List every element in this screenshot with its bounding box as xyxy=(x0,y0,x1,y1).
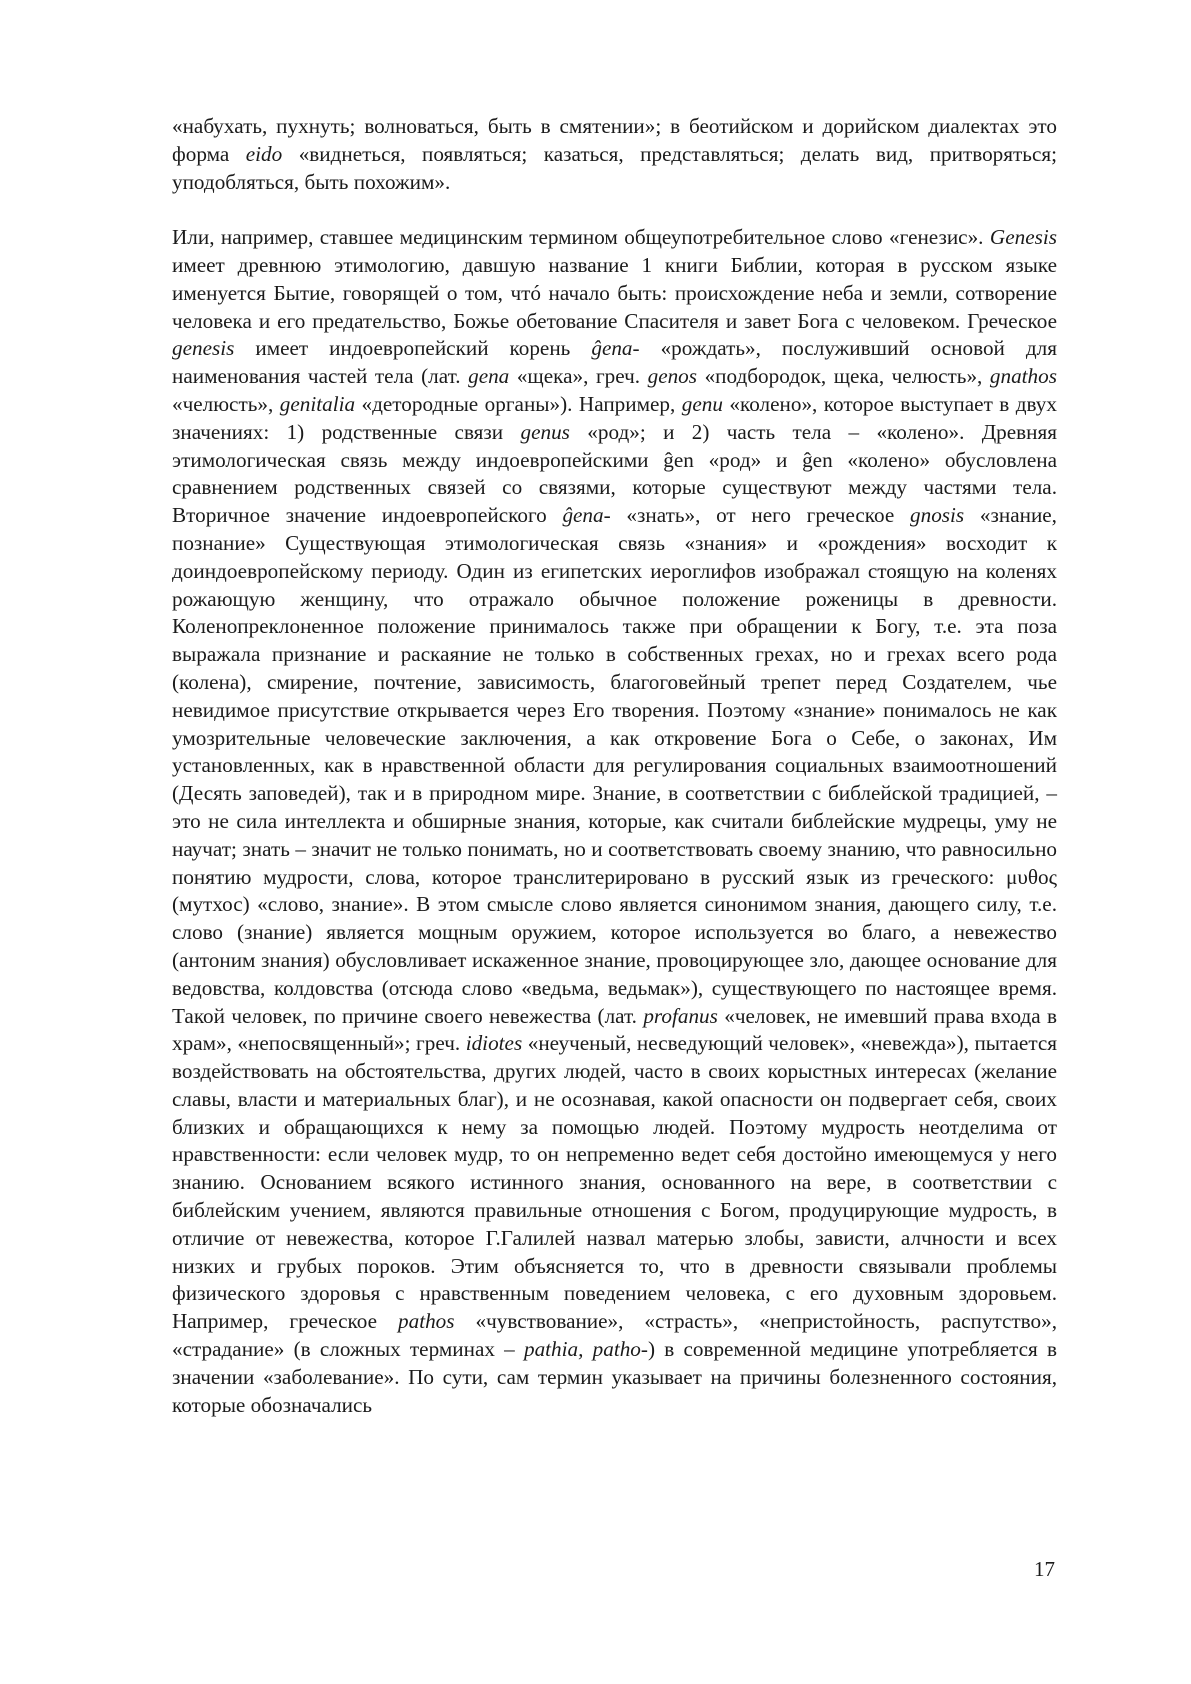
text-run: имеет древнюю этимологию, давшую название 1 книги Библии, которая в русском языке именуется Бытие, говорящей о том, чтó начало быть: происхождение неба и земли, сотворение человека и его предательство, Божье обетование Спасителя и завет Бога с человеком. Греческое xyxy=(172,252,1057,333)
text-run: «рождать», послуживший основой для наименования частей тела (лат. xyxy=(172,336,1057,389)
text-run: «чувствование», «страсть», «непристойность, распутство», «страдание» (в сложных терминах – xyxy=(172,1309,1057,1362)
italic-term: gena xyxy=(468,364,510,389)
italic-term: gnathos xyxy=(989,364,1057,389)
italic-term: idiotes xyxy=(465,1031,523,1056)
text-run: «виднеться, появляться; казаться, представляться; делать вид, притворяться; уподобляться, быть похожим». xyxy=(172,141,1057,194)
text-run: «детородные органы»). Например, xyxy=(355,391,682,416)
italic-term: eido xyxy=(245,141,283,166)
paragraph-1 xyxy=(172,113,1057,196)
italic-term: genitalia xyxy=(279,391,356,416)
italic-term: profanus xyxy=(643,1003,718,1028)
text-run: «род»; и 2) часть тела – «колено». Древняя этимологическая связь между индоевропейскими ĝen «род» и ĝen «колено» обусловлена сравнением родственных связей со связями, которые существуют между частями тела. Вторичное значение индоевропейского xyxy=(172,419,1058,528)
italic-term: ĝena- xyxy=(591,336,640,361)
text-run: «неученый, несведующий человек», «невежда»), пытается воздействовать на обстоятельства, других людей, часто в своих корыстных интересах (желание славы, власти и материальных благ), и не осознавая, какой опасности он подвергает себя, своих близких и обращающихся к нему за помощью людей. Поэтому мудрость неотделима от нравственности: если человек мудр, то он непременно ведет себя достойно имеющемуся у него знанию. Основанием всякого истинного знания, основанного на вере, в соответствии с библейским учением, являются правильные отношения с Богом, продуцирующие мудрость, в отличие от невежества, которое Г.Галилей назвал матерью злобы, зависти, алчности и всех низких и грубых пороков. Этим объясняется то, что в древности связывали проблемы физического здоровья с нравственным поведением человека, с его духовным здоровьем. Например, греческое xyxy=(172,1031,1058,1334)
text-run: «человек, не имевший права входа в храм», «непосвященный»; греч. xyxy=(172,1003,1057,1056)
page-number: 17 xyxy=(1034,1557,1055,1581)
body-text xyxy=(172,113,1057,1419)
text-run: имеет индоевропейский корень xyxy=(234,336,592,361)
italic-term: genu xyxy=(681,391,723,416)
italic-term: genos xyxy=(647,364,698,389)
text-run: «колено», которое выступает в двух значениях: 1) родственные связи xyxy=(172,391,1057,444)
text-run: «челюсть», xyxy=(172,391,280,416)
text-run: «щека», греч. xyxy=(509,364,648,389)
italic-term: Genesis xyxy=(989,225,1057,250)
text-run: ) в современной медицине употребляется в значении «заболевание». По сути, сам термин указывает на причины болезненного состояния, которые обозначались xyxy=(172,1337,1057,1417)
italic-term: genus xyxy=(520,419,570,444)
italic-term: genesis xyxy=(172,336,235,361)
italic-term: pathia, patho- xyxy=(523,1337,648,1362)
italic-term: gnosis xyxy=(910,503,965,528)
paragraph-2 xyxy=(172,224,1057,1419)
text-run: «подбородок, щека, челюсть», xyxy=(697,364,990,389)
text-run: «набухать, пухнуть; волноваться, быть в смятении»; в беотийском и дорийском диалектах это форма xyxy=(172,114,1057,166)
italic-term: ĝena- xyxy=(562,503,611,528)
text-run: «знать», от него греческое xyxy=(610,503,910,528)
text-run: Или, например, ставшее медицинским термином общеупотребительное слово «генезис». xyxy=(172,225,990,250)
italic-term: pathos xyxy=(398,1309,455,1334)
text-run: «знание, познание» Существующая этимологическая связь «знания» и «рождения» восходит к доиндоевропейскому периоду. Один из египетских иероглифов изображал стоящую на коленях рожающую женщину, что отражало обычное положение роженицы в древности. Коленопреклоненное положение принималось также при обращении к Богу, т.е. эта поза выражала признание и раскаяние не только в собственных грехах, но и грехах всего рода (колена), смирение, почтение, зависимость, благоговейный трепет перед Создателем, чье невидимое присутствие открывается через Его творения. Поэтому «знание» понималось не как умозрительные человеческие заключения, а как откровение Бога о Себе, о законах, Им установленных, как в нравственной области для регулирования социальных взаимоотношений (Десять заповедей), так и в природном мире. Знание, в соответствии с библейской традицией, – это не сила интеллекта и обширные знания, которые, как считали библейские мудрецы, уму не научат; знать – значит не только понимать, но и соответствовать своему знанию, что равносильно понятию мудрости, слова, которое транслитерировано в русский язык из греческого: μυθος (мутхос) «слово, знание». В этом смысле слово является синонимом знания, дающего силу, т.е. слово (знание) является мощным оружием, которое используется во благо, а невежество (антоним знания) обусловливает искаженное знание, провоцирующее зло, дающее основание для ведовства, колдовства (отсюда слово «ведьма, ведьмак»), существующего по настоящее время. Такой человек, по причине своего невежества (лат. xyxy=(172,503,1057,1028)
